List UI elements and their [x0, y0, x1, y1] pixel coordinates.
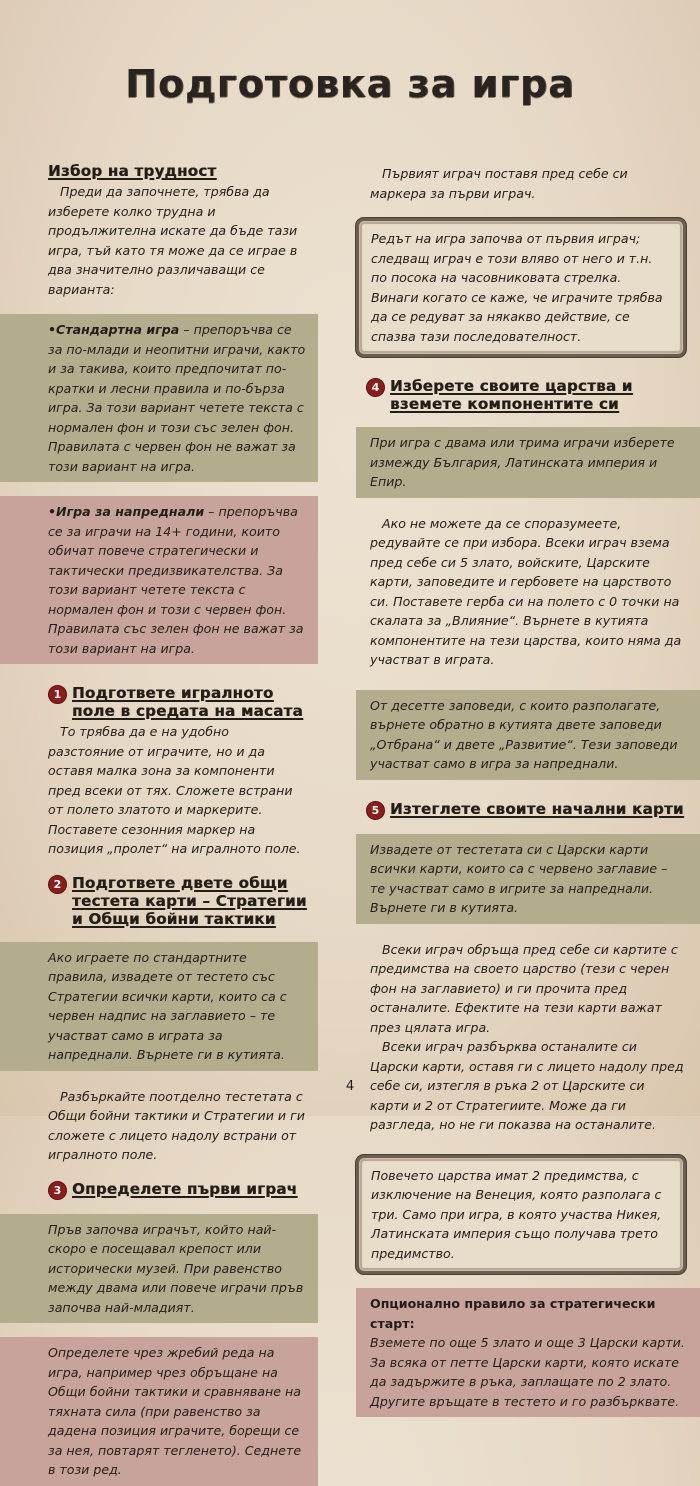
step3-standard-box: Пръв започва играчът, който най-скоро е посещавал крепост или исторически музей. При равенство между двама или повече играчи пръв започва най-младият.: [0, 1214, 318, 1324]
advanced-mode-box: [0, 496, 318, 664]
optional-rule-text: Вземете по още 5 злато и още 3 Царски карти. За всяка от петте Царски карти, която искате да задържите в ръка, заплащате по 2 злато. Другите връщате в тестето и го разбърквате.: [370, 1335, 685, 1409]
right-column: [356, 162, 700, 1417]
standard-mode-text: – препоръчва се за по-млади и неопитни играчи, както и за такива, които предпочитат по-кратки и лесни правила и по-бърза игра. За този вариант четете текста с нормален фон и този със зелен фон. Правилата с червен фон не важат за този вариант на игра.: [48, 322, 306, 474]
step5-standard-box: Извадете от тестетата си с Царски карти всички карти, които са с червено заглавие – те участват само в игрите за напреднали. Върнете ги в кутията.: [356, 834, 700, 924]
step4-heading: 4 Изберете своите царства и вземете компонентите си: [356, 377, 700, 413]
kingdoms-advantages-box: Повечето царства имат 2 предимства, с изключение на Венеция, която разполага с три. Само при игра, в която участва Никея, Латинската империя също получава трето предимство.: [356, 1155, 686, 1275]
step4-orders-box: От десетте заповеди, с които разполагате, върнете обратно в кутията двете заповеди „Отбрана“ и двете „Развитие“. Тези заповеди участват само в игра за напреднали.: [356, 690, 700, 780]
optional-rule-box: [356, 1288, 700, 1417]
step-number-badge: 4: [366, 378, 385, 397]
difficulty-heading: Избор на трудност: [48, 162, 217, 180]
page-title: Подготовка за игра: [125, 62, 575, 106]
step4-standard-box: При игра с двама или трима играчи изберете измежду България, Латинската империя и Епир.: [356, 427, 700, 498]
advanced-mode-label: •Игра за напреднали: [48, 504, 205, 519]
step5-heading: 5 Изтеглете своите начални карти: [356, 800, 700, 820]
step2-text: Разбъркайте поотделно тестетата с Общи бойни тактики и Стратегии и ги сложете с лицето надолу встрани от игралното поле.: [48, 1088, 305, 1162]
advanced-mode-text: – препоръчва се за играчи на 14+ години, които обичат повече стратегически и тактически предизвикателства. За този вариант четете текста с нормален фон и този с червен фон. Правилата със зелен фон не важат за този вариант на игра.: [48, 504, 304, 656]
step1-text: То трябва да е на удобно разстояние от играчите, но и да оставя малка зона за компоненти пред всеки от тях. Сложете встрани от полето златото и маркерите. Поставете сезонния маркер на позиция „пролет“ на игралното поле.: [48, 724, 301, 856]
step4-text: Ако не можете да се споразумеете, редувайте се при избора. Всеки играч взема пред себе си 5 злато, войските, Царските карти, заповедите и гербовете на царството си. Поставете герба си на полето с 0 точки на скалата за „Влияние“. Върнете в кутията компонентите на тези царства, които няма да участват в играта.: [370, 515, 682, 667]
standard-mode-box: [0, 314, 318, 482]
step-number-badge: 5: [366, 801, 385, 820]
step5-text: Всеки играч обръща пред себе си картите с предимства на своето царство (тези с черен фон на заглавието) и ги прочита пред останалите. Ефектите на тези карти важат през цялата игра. Всеки играч разбърква останалите си Царски карти, оставя ги с лицето надолу пред себе си, изтегля в ръка 2 от Царските си карти и 2 от Стратегиите. Може да ги разгледа, но не ги показва на останалите.: [370, 941, 684, 1132]
step3-advanced-box: Определете чрез жребий реда на игра, например чрез обръщане на Общи бойни тактики и сравняване на тяхната сила (при равенство за дадена позиция играчите, борещи се за нея, повтарят тегленето). Седнете в този ред.: [0, 1337, 318, 1486]
step3-heading: 3 Определете първи играч: [0, 1180, 318, 1200]
page-number: 4: [345, 1079, 355, 1094]
first-player-marker-text: Първият играч поставя пред себе си маркера за първи играч.: [370, 166, 628, 201]
step-number-badge: 1: [48, 685, 67, 704]
step2-heading: 2 Подгответе двете общи тестета карти – Стратегии и Общи бойни тактики: [0, 874, 318, 928]
step1-heading: 1 Подгответе игралното поле в средата на масата: [0, 684, 318, 720]
difficulty-intro: Преди да започнете, трябва да изберете колко трудна и продължителна искате да бъде тази игра, тъй като тя може да се играе в два значително различаващи се варианта:: [48, 184, 298, 297]
step2-standard-box: Ако играете по стандартните правила, извадете от тестето със Стратегии всички карти, които са с червен надпис на заглавието – те участват само в играта за напреднали. Върнете ги в кутията.: [0, 942, 318, 1071]
turn-order-box: Редът на игра започва от първия играч; следващ играч е този вляво от него и т.н. по посока на часовниковата стрелка. Винаги когато се каже, че играчите трябва да се редуват за някакво действие, се спазва тази последователност.: [356, 218, 686, 357]
standard-mode-label: •Стандартна игра: [48, 322, 180, 337]
step-number-badge: 2: [48, 875, 67, 894]
optional-rule-heading: Опционално правило за стратегически старт:: [370, 1296, 656, 1331]
left-column: [0, 162, 318, 1486]
step-number-badge: 3: [48, 1181, 67, 1200]
